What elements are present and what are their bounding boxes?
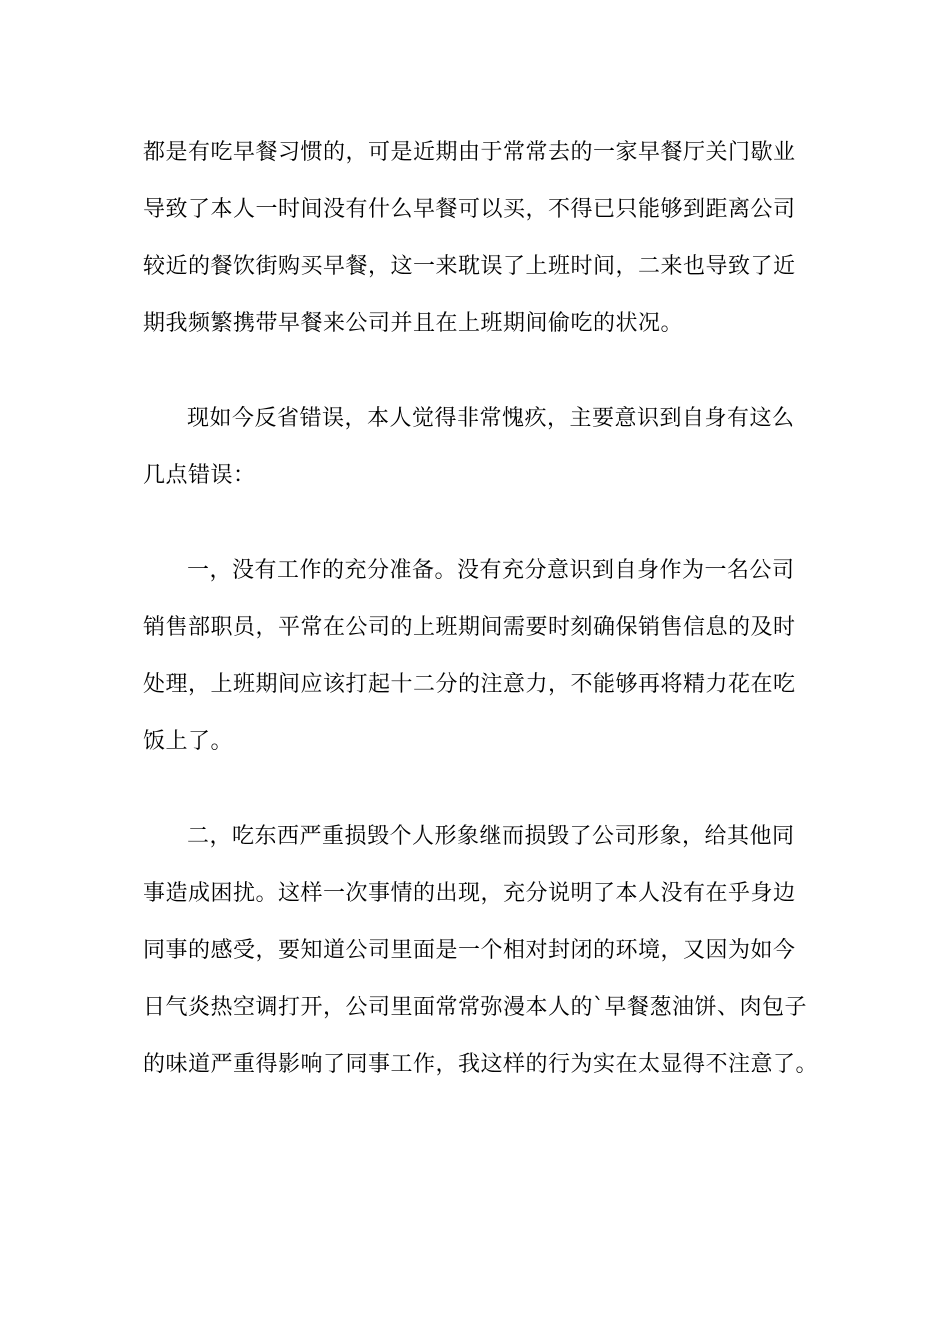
text-line: 都是有吃早餐习惯的，可是近期由于常常去的一家早餐厅关门歇业: [143, 140, 796, 165]
paragraph-gap: [143, 359, 807, 397]
text-line: 处理，上班期间应该打起十二分的注意力，不能够再将精力花在吃: [143, 672, 796, 697]
paragraph-2: [143, 397, 807, 511]
text-line: 日气炎热空调打开，公司里面常常弥漫本人的`早餐葱油饼、肉包子: [143, 995, 808, 1020]
text-line: 二，吃东西严重损毁个人形象继而损毁了公司形象，给其他同: [187, 824, 795, 849]
text-line: 一，没有工作的充分准备。没有充分意识到自身作为一名公司: [187, 558, 795, 583]
text-line: 较近的餐饮街购买早餐，这一来耽误了上班时间，二来也导致了近: [143, 254, 796, 279]
text-line: 几点错误：: [143, 463, 256, 488]
text-line: 期我频繁携带早餐来公司并且在上班期间偷吃的状况。: [143, 311, 684, 336]
paragraph-3: [143, 549, 807, 777]
text-line: 销售部职员，平常在公司的上班期间需要时刻确保销售信息的及时: [143, 615, 796, 640]
text-line: 饭上了。: [143, 729, 234, 754]
paragraph-gap: [143, 777, 807, 815]
text-line: 的味道严重得影响了同事工作，我这样的行为实在太显得不注意了。: [143, 1052, 819, 1077]
document-body: [143, 131, 819, 1100]
text-line: 事造成困扰。这样一次事情的出现，充分说明了本人没有在乎身边: [143, 881, 796, 906]
text-line: 现如今反省错误，本人觉得非常愧疚，主要意识到自身有这么: [187, 406, 795, 431]
paragraph-gap: [143, 511, 807, 549]
text-line: 导致了本人一时间没有什么早餐可以买，不得已只能够到距离公司: [143, 197, 796, 222]
text-line: 同事的感受，要知道公司里面是一个相对封闭的环境，又因为如今: [143, 938, 796, 963]
paragraph-1: [143, 131, 807, 359]
paragraph-4: [143, 815, 819, 1100]
